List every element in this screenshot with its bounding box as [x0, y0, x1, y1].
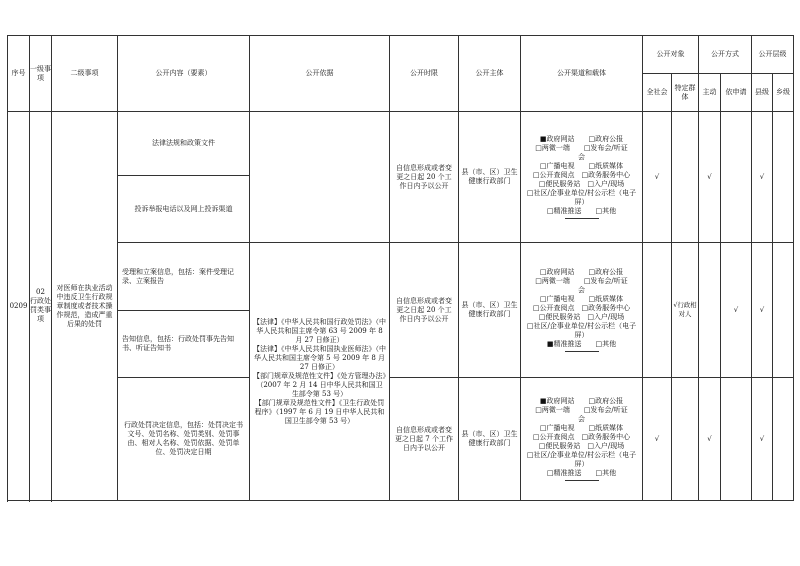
- header-level1: 一级事项: [30, 36, 52, 112]
- header-level-township: 乡级: [773, 74, 794, 112]
- basis-item: 【部门规章及规范性文件】《处方管理办法》（2007 年 2 月 14 日中华人民共和国卫生部令第 53 号）: [253, 371, 386, 398]
- row-level1: [30, 112, 52, 501]
- channel-line: 会: [578, 286, 585, 294]
- channel-line: □便民服务站 □入户/现场: [538, 442, 625, 450]
- channel-line: □两微一端 □发布会/听证: [535, 406, 628, 414]
- subject-cell: 县（市、区）卫生健康行政部门: [459, 112, 521, 243]
- header-method-active: 主动: [699, 74, 721, 112]
- channel-line: □政府网站 □政府公报: [539, 268, 624, 276]
- channel-line: □广播电视 □纸质媒体: [539, 295, 624, 303]
- header-time: 公开时限: [390, 36, 459, 112]
- check-target-all: √: [643, 378, 672, 501]
- check-level-township: [773, 378, 794, 501]
- header-level-county: 县级: [752, 74, 773, 112]
- channel-line: □便民服务站 □入户/现场: [538, 313, 625, 321]
- check-level-county: √: [752, 378, 773, 501]
- check-target-all: [643, 243, 672, 378]
- header-target-specific: 特定群体: [672, 74, 699, 112]
- header-level: 公开层级: [752, 36, 794, 74]
- check-method-active: √: [699, 112, 721, 243]
- header-method-request: 依申请: [721, 74, 752, 112]
- subject-cell: 县（市、区）卫生健康行政部门: [459, 243, 521, 378]
- channel-line: □精准推送 □其他: [546, 469, 617, 477]
- check-method-active: [699, 243, 721, 378]
- row-level2: 对医师在执业活动中违反卫生行政规章制度或者技术操作规范，造成严重后果的处罚: [52, 112, 118, 501]
- time-cell: 自信息形成或者变更之日起 7 个工作日内予以公开: [390, 378, 459, 501]
- basis-cell: [250, 243, 390, 501]
- channel-cell: [521, 378, 643, 501]
- row-seq: 0209: [8, 112, 30, 501]
- time-cell: 自信息形成或者变更之日起 20 个工作日内予以公开: [390, 243, 459, 378]
- channel-line: □社区/企事业单位/村公示栏（电子: [526, 451, 637, 459]
- check-level-county: √: [752, 112, 773, 243]
- header-target: 公开对象: [643, 36, 699, 74]
- check-target-specific: √行政相对人: [672, 243, 699, 378]
- content-cell: 告知信息，包括：行政处罚事先告知书、听证告知书: [118, 311, 250, 378]
- row-level1-name: 行政处罚类事项: [30, 297, 51, 323]
- basis-cell-empty: [250, 112, 390, 243]
- channel-line: □两微一端 □发布会/听证: [535, 277, 628, 285]
- header-basis: 公开依据: [250, 36, 390, 112]
- header-level2: 二级事项: [52, 36, 118, 112]
- channel-line: 屏）: [574, 198, 589, 206]
- channel-underline: [565, 480, 599, 481]
- content-cell: 行政处罚决定信息，包括：处罚决定书文号、处罚名称、处罚类别、处罚事由、相对人名称、处罚依据、处罚单位、处罚决定日期: [118, 378, 250, 501]
- basis-item: 【法律】《中华人民共和国行政处罚法》（中华人民共和国主席令第 63 号 2009 年 8 月 27 日修正）: [253, 317, 386, 344]
- channel-line: □便民服务站 □入户/现场: [538, 180, 625, 188]
- check-method-active: √: [699, 378, 721, 501]
- check-level-county: √: [752, 243, 773, 378]
- channel-line: 会: [578, 153, 585, 161]
- subject-cell: 县（市、区）卫生健康行政部门: [459, 378, 521, 501]
- check-method-request: [721, 112, 752, 243]
- content-cell: 投诉举报电话以及网上投诉渠道: [118, 176, 250, 243]
- channel-line: ■政府网站 □政府公报: [539, 135, 624, 143]
- check-method-request: √: [721, 243, 752, 378]
- channel-cell: [521, 243, 643, 378]
- check-level-township: [773, 112, 794, 243]
- channel-line: □公开查阅点 □政务服务中心: [532, 304, 631, 312]
- channel-line: 会: [578, 415, 585, 423]
- channel-line: □公开查阅点 □政务服务中心: [532, 171, 631, 179]
- header-channel: 公开渠道和载体: [521, 36, 643, 112]
- channel-line: □两微一端 □发布会/听证: [535, 144, 628, 152]
- check-target-specific: [672, 378, 699, 501]
- channel-line: □广播电视 □纸质媒体: [539, 424, 624, 432]
- header-subject: 公开主体: [459, 36, 521, 112]
- content-cell: 受理和立案信息，包括：案件受理记录、立案报告: [118, 243, 250, 311]
- check-target-all: √: [643, 112, 672, 243]
- time-cell: 自信息形成或者变更之日起 20 个工作日内予以公开: [390, 112, 459, 243]
- channel-line: □公开查阅点 □政务服务中心: [532, 433, 631, 441]
- header-seq: 序号: [8, 36, 30, 112]
- channel-line: ■精准推送 □其他: [546, 340, 617, 348]
- channel-line: □社区/企事业单位/村公示栏（电子: [526, 189, 637, 197]
- channel-line: 屏）: [574, 331, 589, 339]
- channel-underline: [565, 218, 599, 219]
- channel-line: □精准推送 □其他: [546, 207, 617, 215]
- disclosure-table: [7, 35, 794, 501]
- channel-underline: [565, 351, 599, 352]
- check-level-township: [773, 243, 794, 378]
- channel-line: 屏）: [574, 460, 589, 468]
- row-level1-code: 02: [36, 288, 45, 296]
- channel-line: □社区/企事业单位/村公示栏（电子: [526, 322, 637, 330]
- basis-item: 【法律】《中华人民共和国执业医师法》（中华人民共和国主席令第 5 号 2009 年 8 月 27 日修正）: [253, 344, 386, 371]
- content-cell: 法律法规和政策文件: [118, 112, 250, 176]
- channel-cell: [521, 112, 643, 243]
- header-method: 公开方式: [699, 36, 752, 74]
- channel-line: ■政府网站 □政府公报: [539, 397, 624, 405]
- channel-line: □广播电视 □纸质媒体: [539, 162, 624, 170]
- check-target-specific: [672, 112, 699, 243]
- header-target-all: 全社会: [643, 74, 672, 112]
- check-method-request: [721, 378, 752, 501]
- basis-item: 【部门规章及规范性文件】《卫生行政处罚程序》（1997 年 6 月 19 日中华人民共和国卫生部令第 53 号）: [254, 398, 385, 425]
- header-content: 公开内容（要素）: [118, 36, 250, 112]
